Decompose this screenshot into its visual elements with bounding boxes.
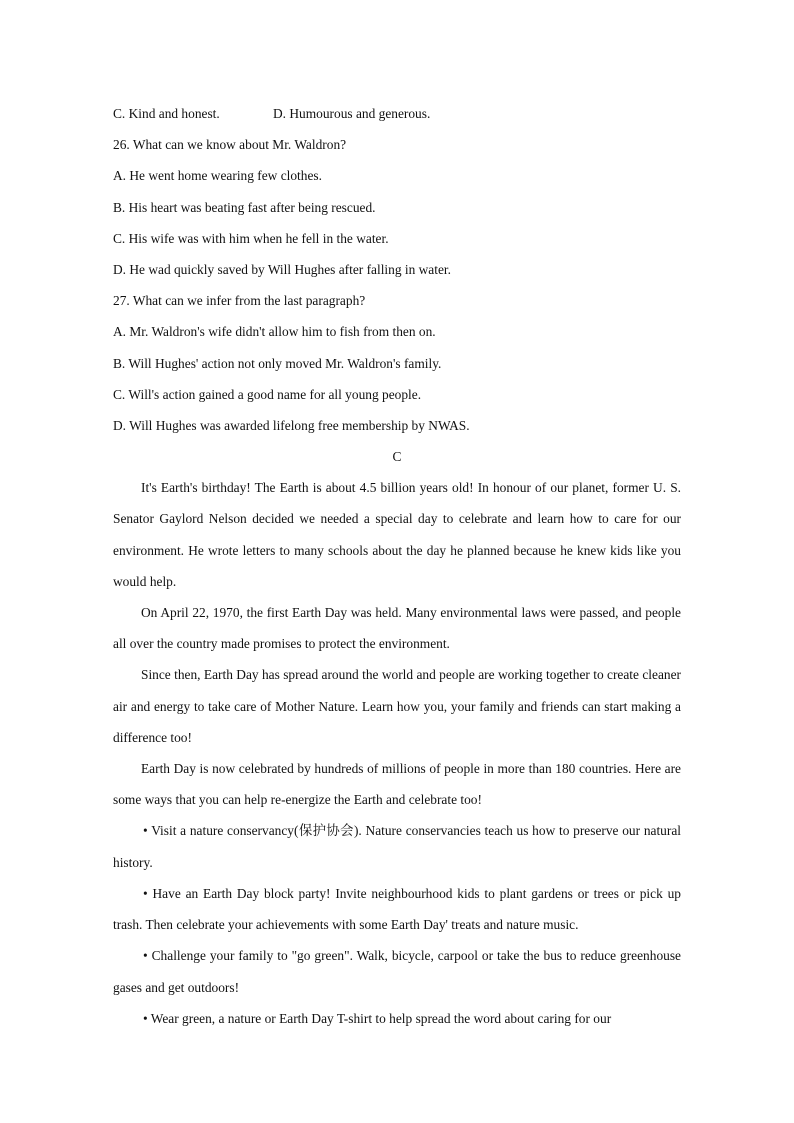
passage-paragraph-1: It's Earth's birthday! The Earth is about 4.5 billion years old! In honour of our planet, former U. S. Senator Gaylord Nelson decided we needed a special day to celebrate and learn how to care for our environment. He wrote letters to many schools about the day he planned because he knew kids like you would help.	[113, 480, 681, 589]
bullet-item-4: • Wear green, a nature or Earth Day T-shirt to help spread the word about caring for our	[143, 1010, 612, 1026]
bullet-item-2: • Have an Earth Day block party! Invite neighbourhood kids to plant gardens or trees or pick up trash. Then celebrate your achievements with some Earth Day' treats and nature music.	[113, 885, 681, 933]
q27-option-c: C. Will's action gained a good name for all young people.	[113, 386, 422, 402]
q26-option-d: D. He wad quickly saved by Will Hughes after falling in water.	[113, 261, 451, 277]
q27-option-a: A. Mr. Waldron's wife didn't allow him to fish from then on.	[113, 324, 436, 340]
q27-stem: 27. What can we infer from the last paragraph?	[113, 293, 366, 309]
q26-option-c: C. His wife was with him when he fell in the water.	[113, 230, 389, 246]
q26-option-b: B. His heart was beating fast after being rescued.	[113, 199, 376, 215]
bullet-item-1: • Visit a nature conservancy(保护协会). Nature conservancies teach us how to preserve our natural history.	[113, 823, 681, 870]
q25-option-c: C. Kind and honest.	[113, 106, 220, 121]
passage-paragraph-3: Since then, Earth Day has spread around the world and people are working together to create cleaner air and energy to take care of Mother Nature. Learn how you, your family and friends can start making a difference too!	[113, 667, 681, 745]
q25-options-row	[113, 98, 681, 129]
section-heading-c: C	[392, 449, 402, 465]
q26-option-a: A. He went home wearing few clothes.	[113, 168, 322, 184]
q25-option-d: D. Humourous and generous.	[273, 106, 431, 121]
bullet-item-3: • Challenge your family to "go green". Walk, bicycle, carpool or take the bus to reduce greenhouse gases and get outdoors!	[113, 948, 681, 995]
q27-option-d: D. Will Hughes was awarded lifelong free membership by NWAS.	[113, 417, 470, 433]
passage-paragraph-4: Earth Day is now celebrated by hundreds of millions of people in more than 180 countries. Here are some ways that you can help re-energize the Earth and celebrate too!	[113, 761, 681, 808]
document-page	[113, 98, 681, 1034]
passage-paragraph-2: On April 22, 1970, the first Earth Day was held. Many environmental laws were passed, and people all over the country made promises to protect the environment.	[113, 605, 681, 652]
q27-option-b: B. Will Hughes' action not only moved Mr. Waldron's family.	[113, 355, 442, 371]
q26-stem: 26. What can we know about Mr. Waldron?	[113, 137, 347, 153]
